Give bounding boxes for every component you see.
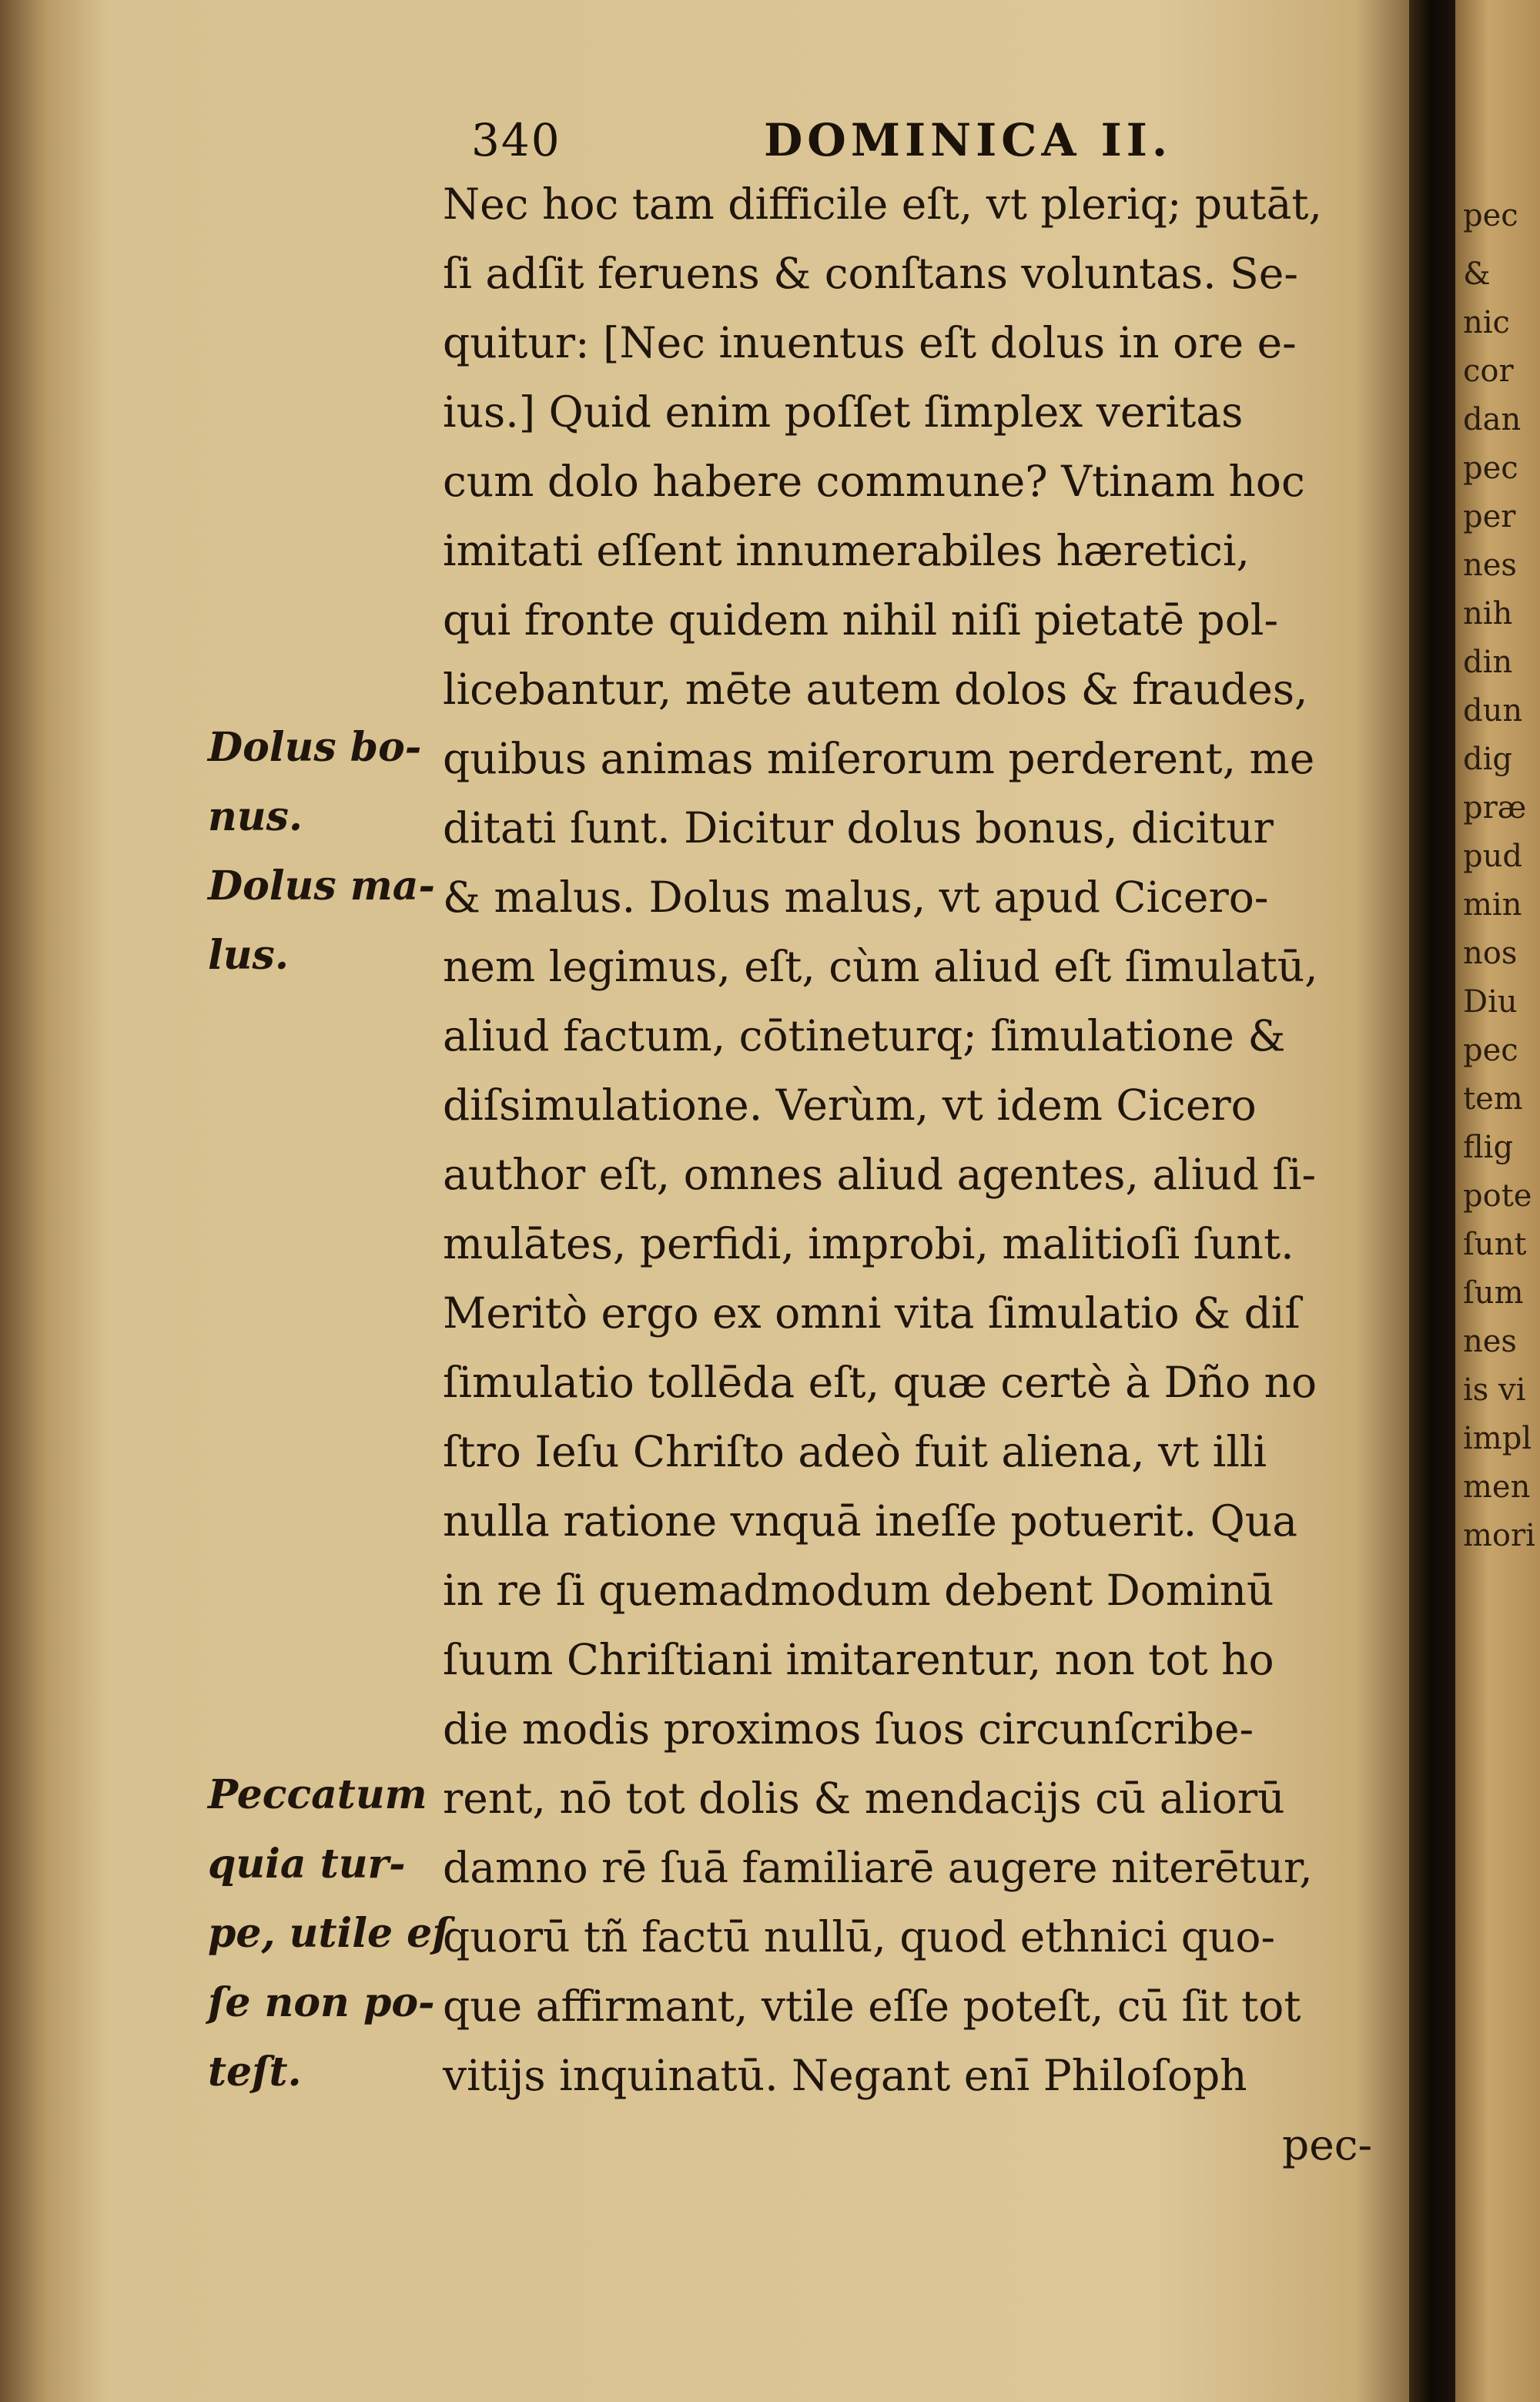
text-line: die modis proximos ſuos circunſcribe- bbox=[443, 1704, 1254, 1754]
facing-fragment: Diu bbox=[1463, 984, 1518, 1020]
text-line: & malus. Dolus malus, vt apud Cicero- bbox=[443, 873, 1269, 922]
margin-note: teſt. bbox=[208, 2049, 302, 2095]
facing-fragment: tem bbox=[1463, 1081, 1523, 1117]
facing-fragment: dig bbox=[1463, 742, 1513, 777]
main-text-block bbox=[443, 169, 1432, 2179]
margin-note: nus. bbox=[208, 793, 303, 840]
facing-fragment: nih bbox=[1463, 596, 1513, 631]
text-line: nem legimus, eſt, cùm aliud eſt ſimulatū, bbox=[443, 942, 1318, 991]
facing-fragment: nic bbox=[1463, 305, 1510, 340]
facing-fragment: impl bbox=[1463, 1421, 1532, 1456]
text-line: cum dolo habere commune? Vtinam hoc bbox=[443, 457, 1305, 506]
text-line: quibus animas miſerorum perderent, me bbox=[443, 734, 1315, 783]
facing-fragment: per bbox=[1463, 499, 1516, 534]
text-line: ius.] Quid enim poſſet ſimplex veritas bbox=[443, 387, 1244, 437]
text-line: que affirmant, vtile eſſe poteſt, cū ſit tot bbox=[443, 1982, 1301, 2031]
text-line: rent, nō tot dolis & mendacijs cū aliorū bbox=[443, 1774, 1285, 1823]
text-line: ſi adſit feruens & conſtans voluntas. Se- bbox=[443, 249, 1298, 298]
text-line: ſimulatio tollēda eſt, quæ certè à Dño no bbox=[443, 1358, 1317, 1407]
facing-fragment: pote bbox=[1463, 1178, 1532, 1214]
facing-fragment: nes bbox=[1463, 548, 1517, 583]
text-line: ſtro Ieſu Chriſto adeò fuit aliena, vt illi bbox=[443, 1427, 1267, 1476]
margin-note: quia tur- bbox=[208, 1841, 406, 1888]
facing-fragment: & bbox=[1463, 256, 1491, 292]
text-line: ſuum Chriſtiani imitarentur, non tot ho bbox=[443, 1635, 1274, 1684]
running-title: DOMINICA II. bbox=[764, 114, 1173, 166]
text-line: in re ſi quemadmodum debent Dominū bbox=[443, 1566, 1274, 1615]
facing-fragment: dun bbox=[1463, 693, 1523, 729]
margin-note: Peccatum bbox=[208, 1771, 427, 1818]
facing-fragment: ſunt bbox=[1463, 1227, 1527, 1262]
facing-fragment: ſum bbox=[1463, 1275, 1524, 1311]
margin-note: ſe non po- bbox=[208, 1979, 435, 2026]
text-line: imitati eſſent innumerabiles hæretici, bbox=[443, 526, 1250, 575]
text-line: qui fronte quidem nihil niſi pietatē pol- bbox=[443, 595, 1279, 645]
text-line: author eſt, omnes aliud agentes, aliud ſi- bbox=[443, 1150, 1317, 1199]
facing-fragment: nos bbox=[1463, 936, 1518, 971]
facing-fragment: din bbox=[1463, 645, 1513, 680]
facing-fragment: min bbox=[1463, 887, 1522, 923]
text-line: diſsimulatione. Verùm, vt idem Cicero bbox=[443, 1080, 1257, 1130]
text-line: quitur: [Nec inuentus eſt dolus in ore e- bbox=[443, 318, 1297, 367]
text-line: mulātes, perfidi, improbi, malitioſi ſunt. bbox=[443, 1219, 1294, 1268]
facing-fragment: nes bbox=[1463, 1324, 1517, 1359]
text-line: damno rē ſuā familiarē augere niterētur, bbox=[443, 1843, 1313, 1892]
page-header bbox=[471, 114, 1357, 168]
facing-fragment: pec bbox=[1463, 1033, 1518, 1068]
facing-fragment: dan bbox=[1463, 402, 1522, 437]
facing-fragment: is vi bbox=[1463, 1372, 1526, 1408]
text-line: quorū tñ factū nullū, quod ethnici quo- bbox=[443, 1912, 1276, 1961]
catchword: pec- bbox=[1282, 2120, 1373, 2169]
facing-fragment: mori bbox=[1463, 1518, 1535, 1553]
facing-page-text bbox=[1455, 181, 1535, 1560]
margin-note: lus. bbox=[208, 932, 289, 979]
text-line: Nec hoc tam difficile eſt, vt pleriq; putāt, bbox=[443, 179, 1322, 229]
text-line: vitijs inquinatū. Negant enī Philoſoph bbox=[443, 2051, 1247, 2100]
text-line: ditati ſunt. Dicitur dolus bonus, dicitur bbox=[443, 803, 1274, 853]
text-line: licebantur, mēte autem dolos & fraudes, bbox=[443, 665, 1308, 714]
text-line: Meritò ergo ex omni vita ſimulatio & diſ bbox=[443, 1288, 1301, 1338]
facing-fragment: pec bbox=[1463, 451, 1518, 486]
facing-fragment: flig bbox=[1463, 1130, 1514, 1165]
margin-note: Dolus bo- bbox=[208, 724, 422, 771]
facing-fragment: pec bbox=[1463, 198, 1518, 233]
text-line: nulla ratione vnquā ineſſe potuerit. Qua bbox=[443, 1496, 1297, 1546]
facing-fragment: præ bbox=[1463, 790, 1527, 826]
margin-note: Dolus ma- bbox=[208, 863, 436, 910]
facing-page-edge bbox=[1455, 0, 1540, 2402]
facing-fragment: pud bbox=[1463, 839, 1522, 874]
facing-fragment: cor bbox=[1463, 353, 1514, 389]
margin-note: pe, utile eſ bbox=[208, 1910, 450, 1957]
book-gutter bbox=[1409, 0, 1455, 2402]
text-line: aliud factum, cōtineturq; ſimulatione & bbox=[443, 1011, 1286, 1060]
page-number: 340 bbox=[471, 114, 561, 166]
facing-fragment: men bbox=[1463, 1469, 1531, 1505]
